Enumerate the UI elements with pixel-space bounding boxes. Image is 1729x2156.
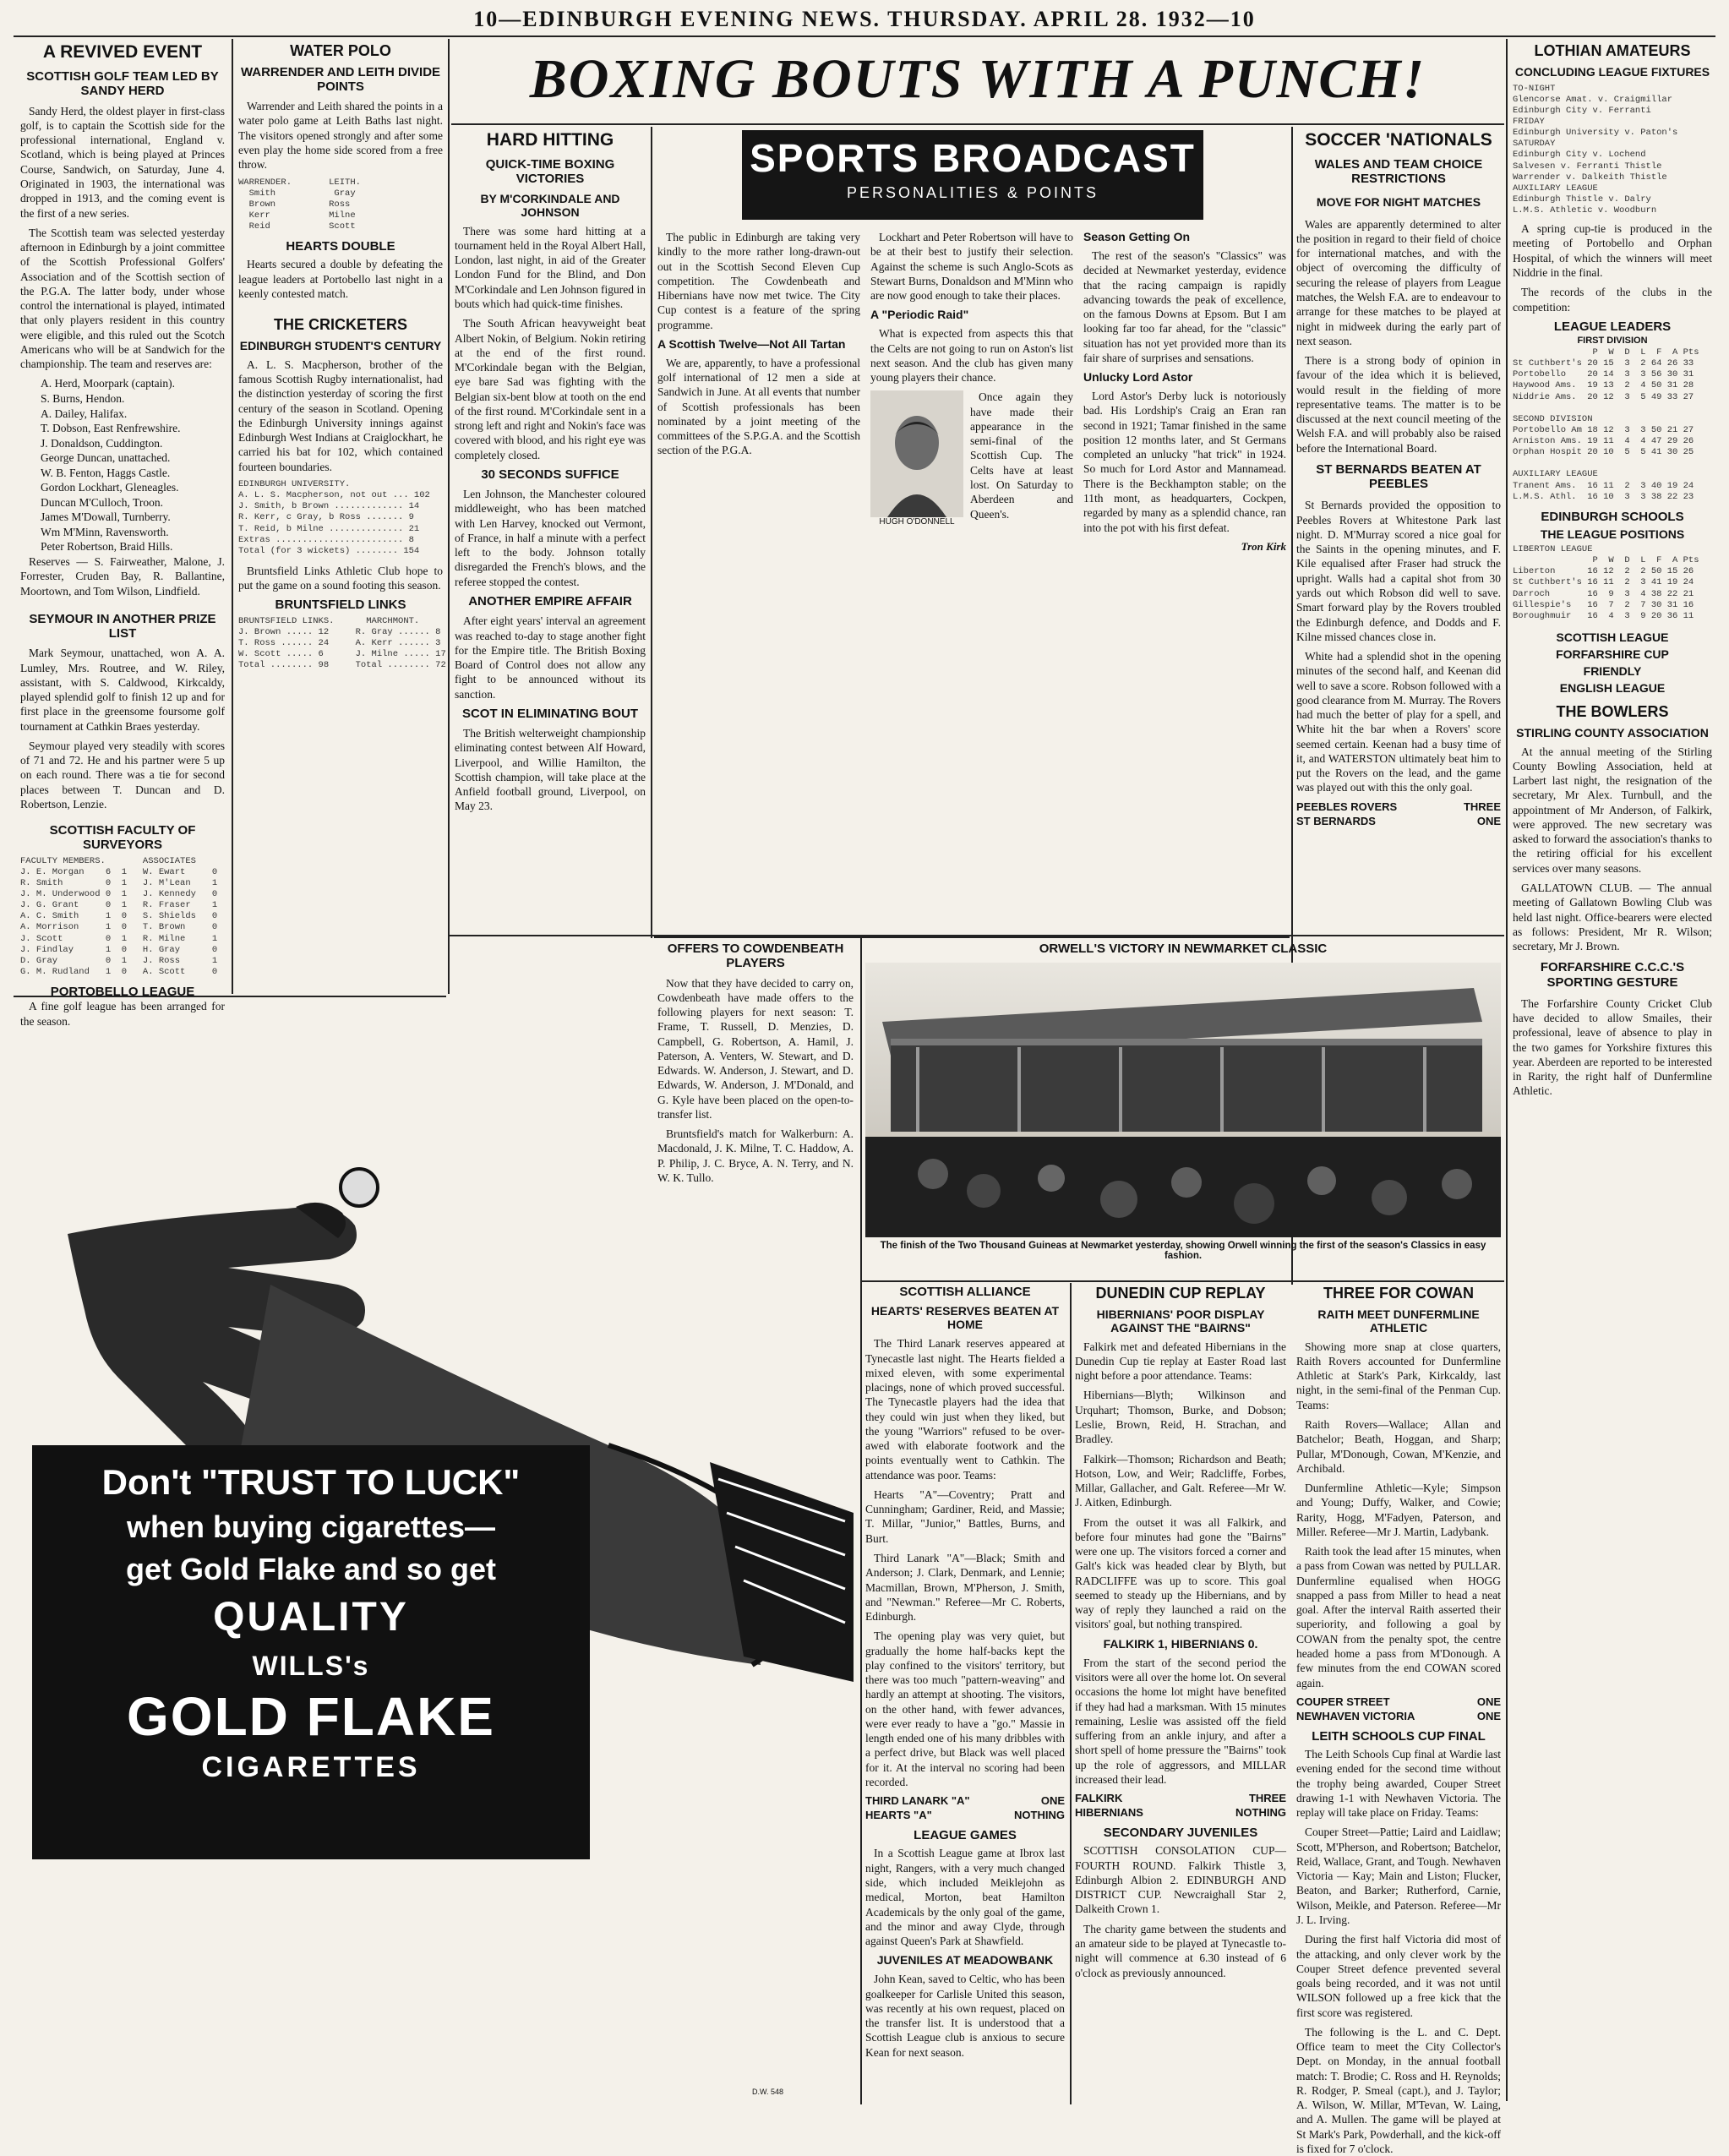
- column-golf: [20, 42, 225, 1028]
- paragraph: Showing more snap at close quarters, Raith Rovers accounted for Dunfermline Athletic at Stark's Park, Kirkcaldy, last night, in the semi-final of the Penman Cup. Teams:: [1296, 1340, 1501, 1411]
- paragraph: Raith Rovers—Wallace; Allan and Batchelor; Beath, Hoggan, and Sharp; Pullar, M'Donough, Cowan, M'Kenzie, and Archibald.: [1296, 1418, 1501, 1475]
- empire-article: [455, 614, 646, 701]
- dunedin-subheading: HIBERNIANS' POOR DISPLAY AGAINST THE "BAIRNS": [1096, 1307, 1265, 1335]
- paragraph: Raith took the lead after 15 minutes, when a pass from Cowan was netted by PULLAR. Dunfermline equalised when HOGG snapped a pass from Miller to head a neat goal. After the interval Raith asserted their superiority, and following a goal by COWAN from the penalty spot, the centre headed home a pass from M'Donough. A few minutes from the end COWAN scored again.: [1296, 1545, 1501, 1689]
- sports-broadcast-subtitle: PERSONALITIES & POINTS: [846, 184, 1099, 201]
- result-line: [1075, 1806, 1286, 1819]
- thirty-seconds-heading: 30 SECONDS SUFFICE: [481, 467, 619, 482]
- column-rule: [232, 39, 233, 994]
- masthead-rule: [14, 35, 1715, 37]
- dunedin-article-2: [1075, 1656, 1286, 1787]
- result-score: ONE: [1476, 814, 1501, 827]
- racecourse-photo: [865, 963, 1501, 1237]
- paragraph: Bruntsfield Links Athletic Club hope to put the game on a sound footing this season.: [238, 564, 443, 592]
- paragraph: Falkirk—Thomson; Richardson and Beath; Hotson, Low, and Weir; Radcliffe, Forbes, Millar, Gallacher, and Galt. Referee—Mr W. J. Aitken, Edinburgh.: [1075, 1452, 1286, 1509]
- soccer-subheading-2: MOVE FOR NIGHT MATCHES: [1316, 194, 1481, 209]
- cowan-heading: THREE FOR COWAN: [1323, 1285, 1474, 1302]
- paragraph: Len Johnson, the Manchester coloured middleweight, who has been matched with Len Harvey, knocked out Vermont, of France, in half a minute with a perfect left to the body. Johnson totally disregarded the French's blows, and the referee stopped the contest.: [455, 488, 646, 588]
- paragraph: There was some hard hitting at a tournament held in the Royal Albert Hall, London, last night, in aid of the Greater London Fund for the Blind, and Don M'Corkindale and Len Johnson figured in bouts which had quick-time finishes.: [455, 224, 646, 310]
- paragraph: Warrender and Leith shared the points in a water polo game at Leith Baths last night. The visitors opened strongly and after some even play the home side scored from a free throw.: [238, 100, 443, 172]
- hard-hitting-byline: BY M'CORKINDALE AND JOHNSON: [480, 191, 620, 219]
- hearts-double-article: [238, 257, 443, 301]
- dunedin-heading: DUNEDIN CUP REPLAY: [1095, 1285, 1266, 1302]
- golf-subheading: SCOTTISH GOLF TEAM LED BY SANDY HERD: [26, 69, 219, 99]
- golf-article: [20, 104, 225, 372]
- section-rule: [860, 1280, 1504, 1282]
- result-score: THREE: [1248, 1792, 1286, 1805]
- paragraph: After eight years' interval an agreement was reached to-day to stage another fight for the Empire title. The British Boxing Board of Control does not allow any fight to be announced without its sanction.: [455, 614, 646, 701]
- list-item: W. B. Fenton, Haggs Castle.: [41, 466, 171, 479]
- paragraph: St Bernards provided the opposition to Peebles Rovers at Whitestone Park last night. D. M'Murray scored a nice goal for the Saints in the opening minutes, and F. Kile equalised after Fraser had struck the upright. Walls had a capital shot from 30 yards out which Robson did well to save. Smart forward play by the Rovers troubled the Edinburgh defence, and Dodds and F. Kilne missed chances close in.: [1296, 499, 1501, 643]
- sports-broadcast-columns: [657, 230, 1288, 554]
- result-line: [1075, 1792, 1286, 1804]
- result-score: THREE: [1463, 800, 1501, 813]
- cowan-subheading: RAITH MEET DUNFERMLINE ATHLETIC: [1317, 1307, 1480, 1335]
- seymour-heading: SEYMOUR IN ANOTHER PRIZE LIST: [29, 611, 216, 641]
- sports-broadcast-title: SPORTS BROADCAST: [750, 136, 1196, 180]
- paragraph: Bruntsfield's match for Walkerburn: A. Macdonald, J. K. Milne, T. C. Haddow, A. P. Philip, J. C. Bryce, A. N. Terry, and N. W. K. Tullo.: [657, 1127, 854, 1184]
- column-dunedin-cup: [1075, 1285, 1286, 2104]
- column-water-polo: [238, 42, 446, 992]
- paragraph: In a Scottish League game at Ibrox last night, Rangers, with a very much changed side, which included Meiklejohn as medical, Morton, beat Hamilton Academicals by the only goal of the game, and the minor and away Clyde, through against Queen's Park at Shawfield.: [865, 1847, 1065, 1948]
- hard-hitting-heading: HARD HITTING: [486, 130, 614, 150]
- eliminating-heading: SCOT IN ELIMINATING BOUT: [461, 706, 639, 721]
- orwell-section: [865, 942, 1501, 1278]
- broadcast-column-a: [657, 230, 860, 554]
- result-line: [1296, 1695, 1501, 1708]
- column-hard-hitting: [455, 130, 646, 931]
- leith-schools-heading: LEITH SCHOOLS CUP FINAL: [1312, 1728, 1486, 1744]
- result-line: [1296, 1710, 1501, 1722]
- paragraph: Dunfermline Athletic—Kyle; Simpson and Young; Duffy, Walker, and Cowie; Rarity, Hogg, M'Fadyen, Paterson, and Miller. Referee—Mr J. Martin, Ladybank.: [1296, 1482, 1501, 1538]
- water-polo-subheading: WARRENDER AND LEITH DIVIDE POINTS: [240, 64, 441, 94]
- sports-broadcast-section: [657, 130, 1288, 933]
- list-item: Duncan M'Culloch, Troon.: [41, 495, 163, 509]
- result-line: [865, 1794, 1065, 1807]
- paragraph: The Forfarshire County Cricket Club have decided to allow Smailes, their professional, leave of absence to play in the two games for Yorkshire fixtures this year. Aberdeen are reported to be interested in Rarity, the right half of Dunfermline Athletic.: [1513, 996, 1712, 1098]
- empire-heading: ANOTHER EMPIRE AFFAIR: [468, 594, 632, 609]
- bowlers-heading: THE BOWLERS: [1556, 702, 1669, 720]
- column-three-for-cowan: [1296, 1285, 1501, 2155]
- paragraph: Once again they have made their appearance in the semi-final of the Scottish Cup. The Celts have at least lost. On Saturday to Aberdeen and Queen's.: [970, 390, 1073, 521]
- soccer-subheading: WALES AND TEAM CHOICE RESTRICTIONS: [1314, 157, 1483, 187]
- advert-line-2: when buying cigarettes—: [126, 1509, 496, 1544]
- paragraph: Couper Street—Pattie; Laird and Laidlaw; Scott, M'Pherson, and Robertson; Batchelor, Reid, Wallace, Grant, and Tough. Newhaven Victoria — Kay; Main and Liston; Flucker, Beaton, and Barker; Rutherford, Carnie, Wilson, Meikle, and Paterson. Referee—Mr J. L. Irving.: [1296, 1826, 1501, 1926]
- paragraph: Mark Seymour, unattached, won A. A. Lumley, Mrs. Routree, and W. Riley, assistant, with S. Caldwood, Kirkcaldy, played splendid golf to finish 12 up and for first place in the greensome foursome golf tournament at Cathkin Braes yesterday.: [20, 647, 225, 733]
- list-item: S. Burns, Hendon.: [41, 391, 125, 405]
- bruntsfield-heading: BRUNTSFIELD LINKS: [275, 598, 406, 613]
- result-line: [1296, 815, 1501, 827]
- paragraph: Third Lanark "A"—Black; Smith and Anderson; J. Clark, Denmark, and Lennie; Macmillan, Brown, M'Pherson, J. Smith, and "Newman." Referee—Mr C. Roberts, Edinburgh.: [865, 1551, 1065, 1624]
- result-score: NOTHING: [1014, 1809, 1065, 1822]
- schools-heading: EDINBURGH SCHOOLS: [1541, 509, 1684, 524]
- column-rule: [448, 39, 450, 994]
- paragraph: The South African heavyweight beat Albert Nokin, of Belgium. Nokin retiring at the end of the first round. M'Corkindale began with the Belgian, eye bare Sad was fighting with the Belgian six-bent blow at tooth on the end of the first round. M'Corkindale sent in a strong left and right and Nokin's face was covered with blood, and his right eye was completely closed.: [455, 317, 646, 461]
- result-line: [865, 1809, 1065, 1821]
- juveniles-heading: JUVENILES AT MEADOWBANK: [876, 1953, 1054, 1968]
- advert-line-4: QUALITY: [213, 1595, 409, 1640]
- paragraph: Wales are apparently determined to alter the position in regard to their field of choice for international matches, and with the object of overcoming the difficulty of securing the release of players from League matches, the Welsh F.A. are to endeavour to arrange for these matches to be played at night in midweek during the early part of next season.: [1296, 217, 1501, 347]
- cricket-scorecard: EDINBURGH UNIVERSITY. A. L. S. Macpherson, not out ... 102 J. Smith, b Brown ............. 14 R. Kerr, c Gray, b Ross ....... 9 T. Reid, b Milne .............. 21 Extras ........................ 8 Total (for 3 wickets) ........ 154: [238, 479, 430, 556]
- lothian-heading: LOTHIAN AMATEURS: [1534, 42, 1691, 59]
- hard-hitting-subheading: QUICK-TIME BOXING VICTORIES: [485, 157, 615, 187]
- eliminating-article: [455, 726, 646, 814]
- surveyors-table: FACULTY MEMBERS. ASSOCIATES J. E. Morgan 6 1 W. Ewart 0 R. Smith 0 1 J. M'Lean 1 J. M. Underwood 0 1 J. Kennedy 0 J. G. Grant 0 1 R. Fraser 1 A. C. Smith 1 0 S. Shields 0 A. Morrison 1 0 T. Brown 0 J. Scott 0 1 R. Milne 1 J. Findlay 1 0 H. Gray 0 D. Gray 0 1 J. Ross 1 G. M. Rudland 1 0 A. Scott 0: [20, 855, 218, 977]
- broadcast-heading: A Scottish Twelve—Not All Tartan: [657, 336, 846, 351]
- alliance-article: [865, 1336, 1065, 1789]
- paragraph: Reserves — S. Fairweather, Malone, J. Forrester, Cruden Bay, R. Ballantine, Moortown, and Tom Wilson, Lindfield.: [20, 554, 225, 598]
- portrait-caption: HUGH O'DONNELL: [879, 516, 955, 527]
- first-division-label: FIRST DIVISION: [1577, 336, 1648, 347]
- lothian-subheading: CONCLUDING LEAGUE FIXTURES: [1514, 64, 1710, 79]
- paragraph: John Kean, saved to Celtic, who has been goalkeeper for Carlisle United this season, was recently at his own request, placed on the transfer list. It is understood that a Scottish League club is anxious to secure Kean for next season.: [865, 1973, 1065, 2059]
- result-team: FALKIRK: [1075, 1792, 1123, 1805]
- advert-panel: [32, 1445, 590, 1859]
- paragraph: Seymour played very steadily with scores of 71 and 72. He and his partner were 5 up on each round. There was a tie for second places between T. Duncan and D. Robertson, Lenzie.: [20, 739, 225, 811]
- alliance-heading: SCOTTISH ALLIANCE: [899, 1285, 1031, 1299]
- portobello-heading: PORTOBELLO LEAGUE: [50, 985, 195, 1000]
- column-rule: [860, 938, 862, 2104]
- dunedin-half-time: FALKIRK 1, HIBERNIANS 0.: [1103, 1636, 1258, 1651]
- secondary-juveniles-article: [1075, 1843, 1286, 1979]
- paragraph: The charity game between the students and an amateur side to be played at Tynecastle to-night will commence at 6.30 instead of 6 o'clock as previously announced.: [1075, 1922, 1286, 1979]
- paragraph: A fine golf league has been arranged for the season.: [20, 1000, 225, 1028]
- broadcast-column-b: [870, 230, 1073, 554]
- paragraph: The Leith Schools Cup final at Wardie last evening ended for the second time without the trophy being awarded, Couper Street drawing 1-1 with Newhaven Victoria. The replay will take place on Friday. Teams:: [1296, 1748, 1501, 1820]
- paragraph: The Third Lanark reserves appeared at Tynecastle last night. The Hearts fielded a mixed eleven, with some experimental placings, none of which proved successful. The Tynecastle players had the idea that they could win just when they liked, but the young "Warriors" refused to be over-awed with elaborate footwork and the points eventually went to Cathkin. The attendance was poor. Teams:: [865, 1337, 1065, 1482]
- offers-heading: OFFERS TO COWDENBEATH PLAYERS: [667, 942, 844, 971]
- list-item: George Duncan, unattached.: [41, 451, 171, 465]
- paragraph: The opening play was very quiet, but gradually the home half-backs kept the play confined to the visitors' territory, but there was too much "pattern-weaving" and hardly an attempt at shooting. The visitors, on the other hand, with fewer advances, were ever ready to have a "go." Massie in length ended one of his many dribbles with a perfect drive, but Black was well placed for it. At the interval no scoring had been recorded.: [865, 1629, 1065, 1788]
- result-score: ONE: [1476, 1695, 1501, 1708]
- forfarshire-cup-heading: FORFARSHIRE CUP: [1556, 647, 1669, 661]
- english-league-heading: ENGLISH LEAGUE: [1559, 680, 1666, 695]
- soccer-heading: SOCCER 'NATIONALS: [1305, 130, 1492, 150]
- paragraph: Now that they have decided to carry on, Cowdenbeath have made offers to the following players for next season: T. Frame, T. Russell, D. Menzies, D. Campbell, G. Robertson, A. Hamil, J. Paterson, A. Venters, W. Stewart, and D. Edwards. W. Anderson, J. Stewart, and D. Edwards, W. Anderson, J. M'Donald, and G. Kyle have been placed on the open-to-transfer list.: [657, 976, 854, 1121]
- paragraph: Sandy Herd, the oldest player in first-class golf, is to captain the Scottish side for the professional international, England v. Scotland, which is being played at Princes Course, Sandwich, on Saturday, June 4. Originated in 1903, the international was dropped in 1913, and the coming event is the first of a new series.: [20, 104, 225, 220]
- section-rule: [450, 935, 1504, 936]
- list-item: Peter Robertson, Braid Hills.: [41, 540, 173, 554]
- league-games-article: [865, 1846, 1065, 1948]
- advert-line-3: get Gold Flake and so get: [125, 1552, 497, 1586]
- leith-schools-article: [1296, 1747, 1501, 2156]
- column-soccer-nationals: [1296, 130, 1501, 930]
- hearts-double-heading: HEARTS DOUBLE: [286, 239, 395, 254]
- portrait-icon: [870, 390, 963, 517]
- column-rule: [1070, 1283, 1072, 2104]
- column-lothian-amateurs: [1513, 42, 1712, 2104]
- sports-broadcast-banner: [742, 130, 1203, 220]
- column-scottish-alliance: [865, 1285, 1065, 2104]
- advert-line-1: Don't "TRUST TO LUCK": [101, 1462, 521, 1502]
- cricketers-article: [238, 358, 443, 474]
- forfarshire-article: [1513, 996, 1712, 1099]
- bruntsfield-article: [238, 564, 443, 593]
- paragraph: A. L. S. Macpherson, brother of the famous Scottish Rugby internationalist, had the distinction yesterday of scoring the first century of the season in Scotland. Opening the Edinburgh University innings against Edinburgh West Indians at Craiglockhart, he carried his bat for 102, which contained fourteen boundaries.: [238, 358, 443, 473]
- league-table: P W D L F A Pts St Cuthbert's 20 15 3 2 64 26 33 Portobello 20 14 3 3 56 30 31 Haywood Ams. 19 13 2 4 50 31 28 Niddrie Ams. 20 12 3 5 49 33 27 SECOND DIVISION Portobello Am 18 12 3 3 50 21 27 Arniston Ams. 19 11 4 4 47 29 26 Orphan Hospit 20 10 5 5 41 30 25 AUXILIARY LEAGUE Tranent Ams. 16 11 2 3 40 19 24 L.M.S. Athl. 16 10 3 3 38 22 23: [1513, 347, 1699, 502]
- result-score: ONE: [1040, 1794, 1065, 1808]
- result-team: THIRD LANARK "A": [865, 1794, 970, 1808]
- paragraph: A spring cup-tie is produced in the meeting of Portobello and Orphan Hospital, of which the winners will meet Niddrie in the final.: [1513, 222, 1712, 279]
- st-bernards-article: [1296, 498, 1501, 794]
- result-team: ST BERNARDS: [1296, 814, 1376, 827]
- water-polo-teams: WARRENDER. LEITH. Smith Gray Brown Ross Kerr Milne Reid Scott: [238, 177, 361, 232]
- headline-rule: [451, 123, 1504, 125]
- paragraph: From the outset it was all Falkirk, and before four minutes had gone the "Bairns" were one up. The visitors forced a corner and Galt's kick was headed clear by Blyth, but RADCLIFFE was up to score. This goal seemed to steady up the Hibernians, and by way of reply they launched a raid on the visitors' goal, but nothing transpired.: [1075, 1515, 1286, 1631]
- advert-line-5: WILLS's: [252, 1651, 370, 1681]
- alliance-subheading: HEARTS' RESERVES BEATEN AT HOME: [870, 1304, 1060, 1332]
- golf-heading: A REVIVED EVENT: [42, 42, 203, 62]
- paragraph: We are, apparently, to have a professional golf international of 12 men a side at Sandwich in June. At all events that number of Scottish professionals has been nominated by a joint meeting of the committees of the S.P.G.A. and the Scottish section of the P.G.A.: [657, 356, 860, 457]
- paragraph: During the first half Victoria did most of the attacking, and only clever work by the Couper Street defence prevented several goals being recorded, and it was not until WILSON followed up a free kick that the first score was registered.: [1296, 1933, 1501, 2019]
- secondary-juveniles-heading: SECONDARY JUVENILES: [1103, 1826, 1258, 1841]
- scottish-league-heading: SCOTTISH LEAGUE: [1556, 630, 1669, 644]
- result-score: NOTHING: [1235, 1806, 1286, 1820]
- column-rule: [651, 127, 652, 938]
- paragraph: The rest of the season's "Classics" was decided at Newmarket yesterday, evidence that the racing campaign is rapidly advancing towards the peak of excellence, on the famous Downs at Epsom. But I am looking far too far ahead, for the "classic" situation has not yet provided more than its fair share of surprises and sensations.: [1083, 249, 1286, 364]
- broadcast-heading: Season Getting On: [1083, 230, 1191, 243]
- grandstand-crowd-icon: [865, 963, 1501, 1237]
- advert-line-7: CIGARETTES: [201, 1751, 421, 1783]
- column-rule: [1506, 39, 1508, 2101]
- dunedin-article: [1075, 1340, 1286, 1632]
- broadcast-byline: Tron Kirk: [1241, 539, 1286, 553]
- seymour-article: [20, 646, 225, 811]
- paragraph: The records of the clubs in the competition:: [1513, 286, 1712, 314]
- water-polo-article: [238, 99, 443, 172]
- paragraph: Hibernians—Blyth; Wilkinson and Urquhart; Thomson, Burke, and Dobson; Leslie, Brown, Reid, H. Strachan, and Bradley.: [1075, 1389, 1286, 1446]
- list-item: James M'Dowall, Turnberry.: [41, 510, 171, 524]
- paragraph: The British welterweight championship eliminating contest between Alf Howard, Liverpool, and Willie Hamilton, the Scottish champion, will take place at the Anfield football ground, Liverpool, on May 23.: [455, 727, 646, 813]
- paragraph: There is a strong body of opinion in favour of the idea which it is believed, would result in the fielding of more representative teams. The matter is to be discussed at the next council meeting of the Welsh F.A. and will probably also be raised before the International Board.: [1296, 354, 1501, 455]
- list-item: Gordon Lockhart, Gleneagles.: [41, 481, 179, 494]
- soccer-article: [1296, 217, 1501, 456]
- result-team: PEEBLES ROVERS: [1296, 800, 1398, 813]
- paragraph: From the start of the second period the visitors were all over the home lot. On several occasions the home lot might have benefited if they had had a marksman. With 15 minutes remaining, Leslie was assisted off the field suffering from an ankle injury, and after a short spell of home pressure the "Bairns" took up the role of aggressors, and MILLAR increased their lead.: [1075, 1656, 1286, 1786]
- advert-credit: D.W. 548: [752, 2088, 784, 2096]
- masthead: 10—EDINBURGH EVENING NEWS. THURSDAY. APRIL 28. 1932—10: [473, 7, 1256, 31]
- broadcast-column-c: [1083, 230, 1286, 554]
- result-line: [1296, 800, 1501, 813]
- result-team: HIBERNIANS: [1075, 1806, 1143, 1820]
- paragraph: The public in Edinburgh are taking very kindly to the more rather long-drawn-out out in the Scottish Second Eleven Cup competition. The Cowdenbeath and Hibernians have now met twice. The City Cup contest is a feature of the spring programme.: [657, 231, 860, 331]
- broadcast-heading: A "Periodic Raid": [870, 308, 969, 322]
- list-item: Wm M'Minn, Ravensworth.: [41, 525, 169, 538]
- juveniles-article: [865, 1972, 1065, 2060]
- st-bernards-heading: ST BERNARDS BEATEN AT PEEBLES: [1316, 461, 1481, 492]
- thirty-seconds-article: [455, 487, 646, 589]
- league-games-heading: LEAGUE GAMES: [914, 1828, 1017, 1843]
- paragraph: Hearts "A"—Coventry; Pratt and Cunningham; Gardiner, Reid, and Massie; T. Millar, "Junior," Battles, Burns, and Burt.: [865, 1487, 1065, 1545]
- paragraph: Falkirk met and defeated Hibernians in the Dunedin Cup tie replay at Easter Road last night before a poor attendance. Teams:: [1075, 1340, 1286, 1383]
- friendly-heading: FRIENDLY: [1583, 663, 1642, 678]
- paragraph: Hearts secured a double by defeating the league leaders at Portobello last night in a keenly contested match.: [238, 258, 443, 300]
- paragraph: What is expected from aspects this that the Celts are not going to run on Aston's list next season. And the club has given many young players their chance.: [870, 327, 1073, 385]
- bruntsfield-scorecard: BRUNTSFIELD LINKS. MARCHMONT. J. Brown ..... 12 R. Gray ...... 8 T. Ross ...... 24 A. Kerr ...... 3 W. Scott ..... 6 J. Milne ..... 17 Total ........ 98 Total ........ 72: [238, 615, 446, 671]
- paragraph: Lockhart and Peter Robertson will have to be at their best to justify their selection. Against the scheme is such Anglo-Scots as Stewart Burns, Donaldson and M'Minn who are now good enough to take their places.: [870, 231, 1073, 303]
- broadcast-heading: Unlucky Lord Astor: [1083, 370, 1193, 385]
- main-headline: BOXING BOUTS WITH A PUNCH!: [529, 48, 1426, 110]
- orwell-caption: The finish of the Two Thousand Guineas at Newmarket yesterday, showing Orwell winning the first of the season's Classics in easy fashion.: [880, 1241, 1486, 1262]
- orwell-heading: ORWELL'S VICTORY IN NEWMARKET CLASSIC: [1039, 942, 1328, 956]
- paragraph: GALLATOWN CLUB. — The annual meeting of Gallatown Bowling Club was held last night. Office-bearers were elected as follows: President, Mr R. Wilson; secretary, Mr J. Brown.: [1513, 881, 1712, 953]
- bowlers-article: [1513, 745, 1712, 954]
- forfarshire-gesture-heading: FORFARSHIRE C.C.C.'S SPORTING GESTURE: [1540, 960, 1685, 990]
- schools-table: LIBERTON LEAGUE P W D L F A Pts Liberton 16 12 2 2 50 15 26 St Cuthbert's 16 11 2 3 41 19 24 Darroch 16 9 3 4 38 22 21 Gillespie's 16 7 2 7 30 31 16 Boroughmuir 16 4 3 9 20 36 11: [1513, 544, 1699, 621]
- hard-hitting-article: [455, 224, 646, 462]
- list-item: A. Herd, Moorpark (captain).: [41, 377, 175, 390]
- result-team: HEARTS "A": [865, 1809, 932, 1822]
- paragraph: The following is the L. and C. Dept. Office team to meet the City Collector's Dept. on Monday, in the annual football match: T. Brodie; C. Ross and H. Reynolds; R. Rodger, P. Smeal (capt.), and J. Taylor; A. Wilson, W. Millar, M'Tevan, W. Laing, and A. Mullen. The game will be played at St Mark's Park, Powderhall, and the kick-off is fixed for 7 o'clock.: [1296, 2025, 1501, 2155]
- list-item: A. Dailey, Halifax.: [41, 407, 128, 420]
- golf-reserves: [20, 554, 225, 598]
- advert-brand: GOLD FLAKE: [127, 1686, 495, 1747]
- cowan-article: [1296, 1340, 1501, 1690]
- bowlers-subheading: STIRLING COUNTY ASSOCIATION: [1516, 725, 1709, 740]
- water-polo-heading: WATER POLO: [290, 42, 391, 59]
- cricketers-heading: THE CRICKETERS: [273, 316, 407, 334]
- portrait-photo: [870, 390, 963, 517]
- golf-team-list: [20, 376, 225, 554]
- lothian-article: [1513, 221, 1712, 314]
- result-team: COUPER STREET: [1296, 1695, 1390, 1708]
- paragraph: The Scottish team was selected yesterday afternoon in Edinburgh by a joint committee of the Scottish Professional Golfers' Association and of the Scottish section of the P.G.A. The latter body, under whose control the international is played, intimated that only players resident in this country were eligible, and this ruled out the Scotch Americans who will be at Sandwich for the championship. The team and reserves are:: [20, 226, 225, 371]
- result-team: NEWHAVEN VICTORIA: [1296, 1709, 1415, 1722]
- paragraph: At the annual meeting of the Stirling County Bowling Association, held at Larbert last night, the resignation of the secretary, Mr Alex. Turnbull, and the appointment of Mr Anderson, of Falkirk, were approved. The new secretary was asked to forward the association's thanks to the retiring official for his excellent services over many seasons.: [1513, 745, 1712, 875]
- paragraph: Lord Astor's Derby luck is notoriously bad. His Lordship's Craig an Eran ran second in 1921; Tamar finished in the same position 12 months later, and St Germans completed an unlucky "hat trick" in 1924. So much for Lord Astor and Mannamead. There is the Beckhampton stable; on the 11th mont, as headquarters, Cockpen, regarded by many as a splendid chance, ran into the pot with his first defeat.: [1083, 390, 1286, 534]
- paragraph: White had a splendid shot in the opening minutes of the second half, and Keenan did well to save a score. Robson followed with a good clearance from M. Murray. The Rovers had much the better of play for a spell, and White hit the bar when a Rovers' score seemed certain. Keenan had a busy time of it, and WATERSTON ultimately beat him to put the Rovers on the lead, and the game was played out with this the only goal.: [1296, 650, 1501, 794]
- result-score: ONE: [1476, 1709, 1501, 1722]
- league-leaders-heading: LEAGUE LEADERS: [1553, 319, 1672, 334]
- list-item: T. Dobson, East Renfrewshire.: [41, 422, 181, 435]
- surveyors-heading: SCOTTISH FACULTY OF SURVEYORS: [49, 823, 196, 853]
- lothian-fixtures: TO-NIGHT Glencorse Amat. v. Craigmillar Edinburgh City v. Ferranti FRIDAY Edinburgh University v. Paton's SATURDAY Edinburgh City v. Lochend Salvesen v. Ferranti Thistle Warrender v. Dalkeith Thistle AUXILIARY LEAGUE Edinburgh Thistle v. Dalry L.M.S. Athletic v. Woodburn: [1513, 83, 1678, 216]
- paragraph: SCOTTISH CONSOLATION CUP—FOURTH ROUND. Falkirk Thistle 3, Edinburgh Albion 2. EDINBURGH AND DISTRICT CUP. Newcraighall Star 2, Dalkeith Crown 1.: [1075, 1844, 1286, 1916]
- section-rule: [654, 936, 1290, 938]
- gold-flake-advert: [17, 1006, 859, 2104]
- list-item: J. Donaldson, Cuddington.: [41, 436, 163, 450]
- cricketers-subheading: EDINBURGH STUDENT'S CENTURY: [239, 338, 442, 352]
- schools-subheading: THE LEAGUE POSITIONS: [1540, 527, 1685, 542]
